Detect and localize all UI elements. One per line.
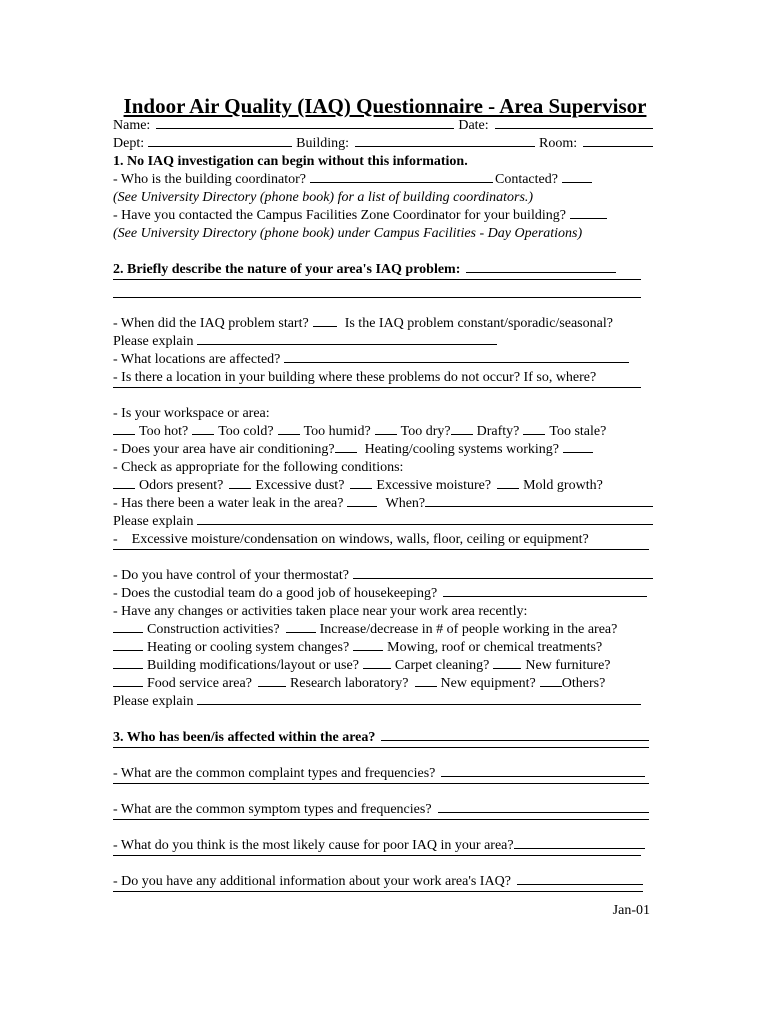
locations-row (113, 351, 653, 369)
air-conditioning-question: - Does your area have air conditioning? (113, 442, 335, 457)
section-3-heading-row (113, 729, 653, 747)
people-label: Increase/decrease in # of people working in the area? (319, 622, 618, 637)
moisture-field[interactable] (350, 488, 372, 489)
custodial-question: - Does the custodial team do a good job of housekeeping? (113, 586, 438, 601)
air-conditioning-row (113, 441, 653, 459)
custodial-row (113, 585, 653, 603)
locations-question: - What locations are affected? (113, 352, 281, 367)
too-stale-field[interactable] (523, 434, 545, 435)
additional-row (113, 873, 653, 891)
furniture-field[interactable] (493, 668, 521, 669)
please-explain-label: Please explain (113, 694, 194, 709)
workspace-conditions-row (113, 423, 653, 441)
cause-question: - What do you think is the most likely cause for poor IAQ in your area? (113, 838, 514, 853)
date-label: Date: (458, 118, 489, 133)
mowing-field[interactable] (353, 650, 383, 651)
changes-row-1 (113, 621, 653, 639)
coordinator-row (113, 171, 653, 189)
water-leak-field[interactable] (347, 506, 377, 507)
answer-line[interactable] (113, 855, 653, 873)
section-2-heading-row (113, 261, 653, 279)
name-date-row (113, 117, 653, 135)
air-conditioning-field[interactable] (335, 452, 357, 453)
food-label: Food service area? (147, 676, 252, 691)
name-label: Name: (113, 118, 151, 133)
when-label: When? (385, 496, 426, 511)
answer-line[interactable] (113, 747, 653, 765)
zone-coordinator-row (113, 207, 653, 225)
modifications-field[interactable] (113, 668, 143, 669)
symptoms-question: - What are the common symptom types and frequencies? (113, 802, 432, 817)
equipment-label: New equipment? (440, 676, 536, 691)
condensation-row (113, 531, 653, 549)
complaints-row (113, 765, 653, 783)
research-label: Research laboratory? (289, 676, 409, 691)
when-field[interactable] (425, 506, 653, 507)
answer-line[interactable] (113, 891, 653, 909)
construction-field[interactable] (113, 632, 143, 633)
heating-cooling-label: Heating/cooling systems working? (364, 442, 560, 457)
contacted-label: Contacted? (494, 172, 558, 187)
hvac-changes-label: Heating or cooling system changes? (147, 640, 350, 655)
room-field[interactable] (583, 146, 653, 147)
additional-field[interactable] (517, 884, 643, 885)
equipment-field[interactable] (415, 686, 437, 687)
answer-line[interactable] (113, 387, 653, 405)
problem-constant-question: Is the IAQ problem constant/sporadic/seasonal? (344, 316, 613, 331)
conditions-row (113, 477, 653, 495)
please-explain-row (113, 513, 653, 531)
custodial-field[interactable] (443, 596, 647, 597)
answer-line[interactable] (113, 279, 653, 297)
too-stale-label: Too stale? (549, 424, 607, 439)
too-cold-label: Too cold? (218, 424, 274, 439)
water-leak-row (113, 495, 653, 513)
problem-start-field[interactable] (313, 326, 337, 327)
water-leak-question: - Has there been a water leak in the area? (113, 496, 344, 511)
too-hot-label: Too hot? (139, 424, 189, 439)
mold-field[interactable] (497, 488, 519, 489)
too-dry-label: Too dry? (400, 424, 451, 439)
zone-coordinator-note: (See University Directory (phone book) under Campus Facilities - Day Operations) (113, 226, 583, 241)
section-1-heading: 1. No IAQ investigation can begin without this information. (113, 154, 468, 169)
thermostat-field[interactable] (353, 578, 653, 579)
changes-row-4 (113, 675, 653, 693)
building-label: Building: (296, 136, 350, 151)
odors-label: Odors present? (139, 478, 224, 493)
please-explain-label: Please explain (113, 514, 194, 529)
problem-field[interactable] (466, 272, 616, 273)
hvac-changes-field[interactable] (113, 650, 143, 651)
too-cold-field[interactable] (192, 434, 214, 435)
modifications-label: Building modifications/layout or use? (147, 658, 359, 673)
symptoms-field[interactable] (438, 812, 649, 813)
zone-coordinator-field[interactable] (570, 218, 607, 219)
please-explain-field[interactable] (197, 524, 653, 525)
dust-label: Excessive dust? (255, 478, 345, 493)
dept-building-room-row (113, 135, 653, 153)
drafty-field[interactable] (451, 434, 473, 435)
section-3-heading: 3. Who has been/is affected within the area? (113, 730, 376, 745)
page-title: Indoor Air Quality (IAQ) Questionnaire - Area Supervisor (123, 94, 647, 118)
additional-question: - Do you have any additional information about your work area's IAQ? (113, 874, 511, 889)
contacted-field[interactable] (562, 182, 592, 183)
odors-field[interactable] (113, 488, 135, 489)
room-label: Room: (539, 136, 578, 151)
please-explain-row (113, 333, 653, 351)
symptoms-row (113, 801, 653, 819)
affected-field[interactable] (381, 740, 649, 741)
people-field[interactable] (286, 632, 316, 633)
cause-row (113, 837, 653, 855)
condensation-question: Excessive moisture/condensation on windows, walls, floor, ceiling or equipment? (131, 532, 589, 547)
too-humid-field[interactable] (278, 434, 300, 435)
footer-date: Jan-01 (612, 903, 650, 918)
check-conditions-question: - Check as appropriate for the following conditions: (113, 460, 404, 475)
coordinator-field[interactable] (310, 182, 493, 183)
changes-question: - Have any changes or activities taken place near your work area recently: (113, 604, 528, 619)
please-explain-row (113, 693, 653, 711)
cause-field[interactable] (514, 848, 645, 849)
dept-field[interactable] (148, 146, 292, 147)
construction-label: Construction activities? (147, 622, 280, 637)
too-dry-field[interactable] (375, 434, 397, 435)
others-field[interactable] (540, 686, 562, 687)
too-humid-label: Too humid? (303, 424, 371, 439)
heating-cooling-field[interactable] (563, 452, 593, 453)
zone-coordinator-question: - Have you contacted the Campus Facilities Zone Coordinator for your building? (113, 208, 566, 223)
coordinator-question: - Who is the building coordinator? (113, 172, 306, 187)
dust-field[interactable] (229, 488, 251, 489)
changes-row-2 (113, 639, 653, 657)
drafty-label: Drafty? (476, 424, 520, 439)
answer-line[interactable] (113, 297, 653, 315)
workspace-question: - Is your workspace or area: (113, 406, 270, 421)
locations-field[interactable] (284, 362, 629, 363)
please-explain-field[interactable] (197, 704, 641, 705)
coordinator-note: (See University Directory (phone book) for a list of building coordinators.) (113, 190, 534, 205)
moisture-label: Excessive moisture? (376, 478, 492, 493)
condensation-dash: - (113, 532, 118, 547)
mowing-label: Mowing, roof or chemical treatments? (387, 640, 603, 655)
food-field[interactable] (113, 686, 143, 687)
answer-line[interactable] (113, 549, 653, 567)
research-field[interactable] (258, 686, 286, 687)
building-field[interactable] (355, 146, 535, 147)
date-field[interactable] (495, 128, 653, 129)
carpet-field[interactable] (363, 668, 391, 669)
carpet-label: Carpet cleaning? (394, 658, 490, 673)
problem-start-row (113, 315, 653, 333)
too-hot-field[interactable] (113, 434, 135, 435)
form-body (113, 117, 653, 909)
answer-line[interactable] (113, 783, 653, 801)
no-location-question: - Is there a location in your building where these problems do not occur? If so, where? (113, 370, 597, 385)
section-2-heading: 2. Briefly describe the nature of your area's IAQ problem: (113, 262, 461, 277)
please-explain-label: Please explain (113, 334, 194, 349)
thermostat-row (113, 567, 653, 585)
answer-line[interactable] (113, 819, 653, 837)
name-field[interactable] (156, 128, 454, 129)
mold-label: Mold growth? (523, 478, 603, 493)
please-explain-field[interactable] (197, 344, 497, 345)
thermostat-question: - Do you have control of your thermostat? (113, 568, 349, 583)
complaints-question: - What are the common complaint types and frequencies? (113, 766, 436, 781)
complaints-field[interactable] (441, 776, 645, 777)
others-label: Others? (561, 676, 606, 691)
problem-start-question: - When did the IAQ problem start? (113, 316, 309, 331)
furniture-label: New furniture? (525, 658, 611, 673)
dept-label: Dept: (113, 136, 145, 151)
changes-row-3 (113, 657, 653, 675)
